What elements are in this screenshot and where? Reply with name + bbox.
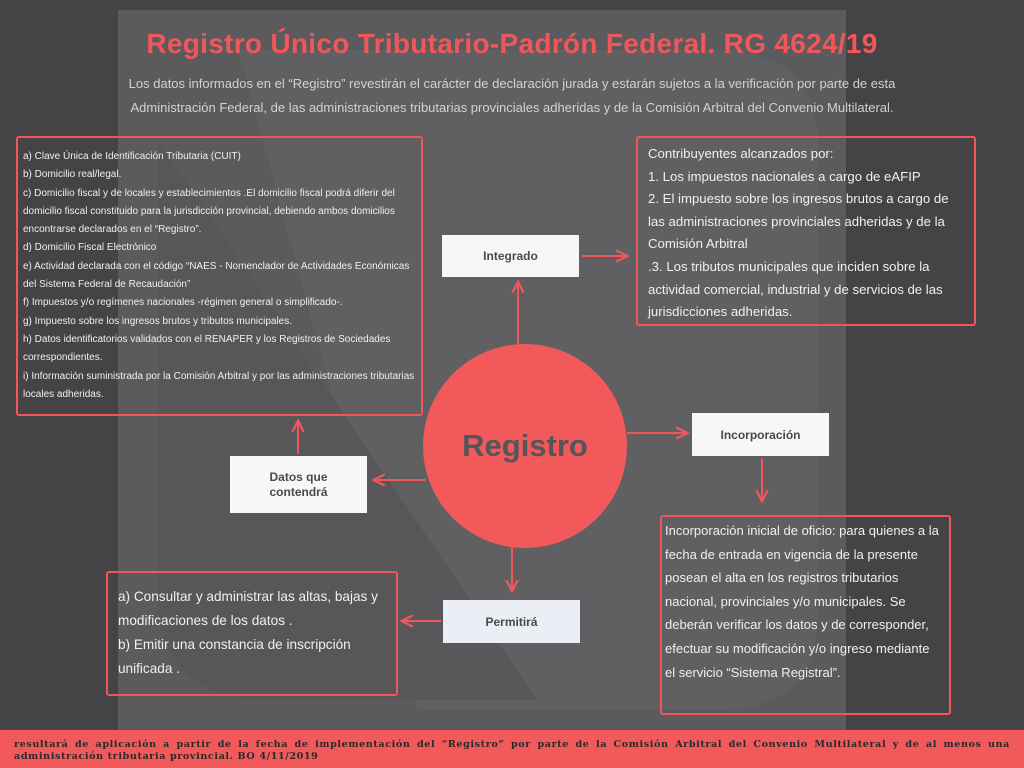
datos-item: h) Datos identificatorios validados con el RENAPER y los Registros de Sociedades correspondientes. [23, 333, 391, 364]
datos-item: c) Domicilio fiscal y de locales y establecimientos .El domicilio fiscal podrá diferir del domicilio fiscal constituido para la jurisdicción provincial, debiendo ambos domicilios encontrarse declarados en el “Registro”. [23, 187, 395, 236]
datos-box [16, 136, 423, 416]
integrado-box [636, 136, 976, 326]
integrado-heading: Contribuyentes alcanzados por: [648, 146, 834, 161]
permitira-node: Permitirá [443, 600, 580, 643]
datos-node-line: contendrá [269, 484, 328, 499]
incorporacion-box [660, 515, 951, 715]
subtitle [100, 72, 924, 120]
integrado-item: 1. Los impuestos nacionales a cargo de eAFIP [648, 168, 921, 184]
datos-item: g) Impuesto sobre los ingresos brutos y tributos municipales. [23, 315, 293, 327]
datos-item: i) Información suministrada por la Comisión Arbitral y por las administraciones tributarias locales adheridas. [23, 370, 415, 400]
footer-note: resultará de aplicación a partir de la fecha de implementación del “Registro” por parte de la Comisión Arbitral del Convenio Multilateral y de al menos una administración tributaria provincial. BO 4/11/2019 [0, 730, 1024, 768]
integrado-item: 2. El impuesto sobre los ingresos brutos a cargo de las administraciones provinciales adheridas y de la Comisión Arbitral [648, 191, 949, 252]
subtitle-line: Los datos informados en el “Registro” revestirán el carácter de declaración jurada y estarán sujetos a la verificación por parte de esta [128, 76, 896, 91]
datos-node [230, 456, 367, 513]
permitira-box [106, 571, 398, 696]
integrado-node: Integrado [442, 235, 579, 277]
page-title: Registro Único Tributario-Padrón Federal. RG 4624/19 [146, 28, 878, 59]
datos-node-line: Datos que [269, 469, 328, 484]
permitira-item: b) Emitir una constancia de inscripción unificada . [118, 637, 351, 676]
datos-item: b) Domicilio real/legal. [23, 169, 122, 181]
datos-item: d) Domicilio Fiscal Electrónico [23, 242, 157, 254]
incorporacion-node: Incorporación [692, 413, 829, 456]
datos-item: e) Actividad declarada con el código “NAES - Nomenclador de Actividades Económicas del Sistema Federal de Recaudación” [23, 260, 410, 291]
datos-item: f) Impuestos y/o regímenes nacionales -régimen general o simplificado-. [23, 297, 343, 309]
registro-circle: Registro [423, 344, 627, 548]
permitira-item: a) Consultar y administrar las altas, bajas y modificaciones de los datos . [118, 589, 378, 628]
incorporacion-text: Incorporación inicial de oficio: para quienes a la fecha de entrada en vigencia de la presente posean el alta en los registros tributarios nacional, provinciales y/o municipales. Se deberán verificar los datos y de corresponder, efectuar su modificación y/o ingreso mediante el servicio “Sistema Registral”. [665, 523, 939, 680]
subtitle-line: Administración Federal, de las administraciones tributarias provinciales adheridas y de la Comisión Arbitral del Convenio Multilateral. [130, 100, 894, 115]
integrado-item: .3. Los tributos municipales que inciden sobre la actividad comercial, industrial y de servicios de las jurisdicciones adheridas. [648, 258, 943, 320]
datos-item: a) Clave Única de Identificación Tributaria (CUIT) [23, 151, 241, 162]
